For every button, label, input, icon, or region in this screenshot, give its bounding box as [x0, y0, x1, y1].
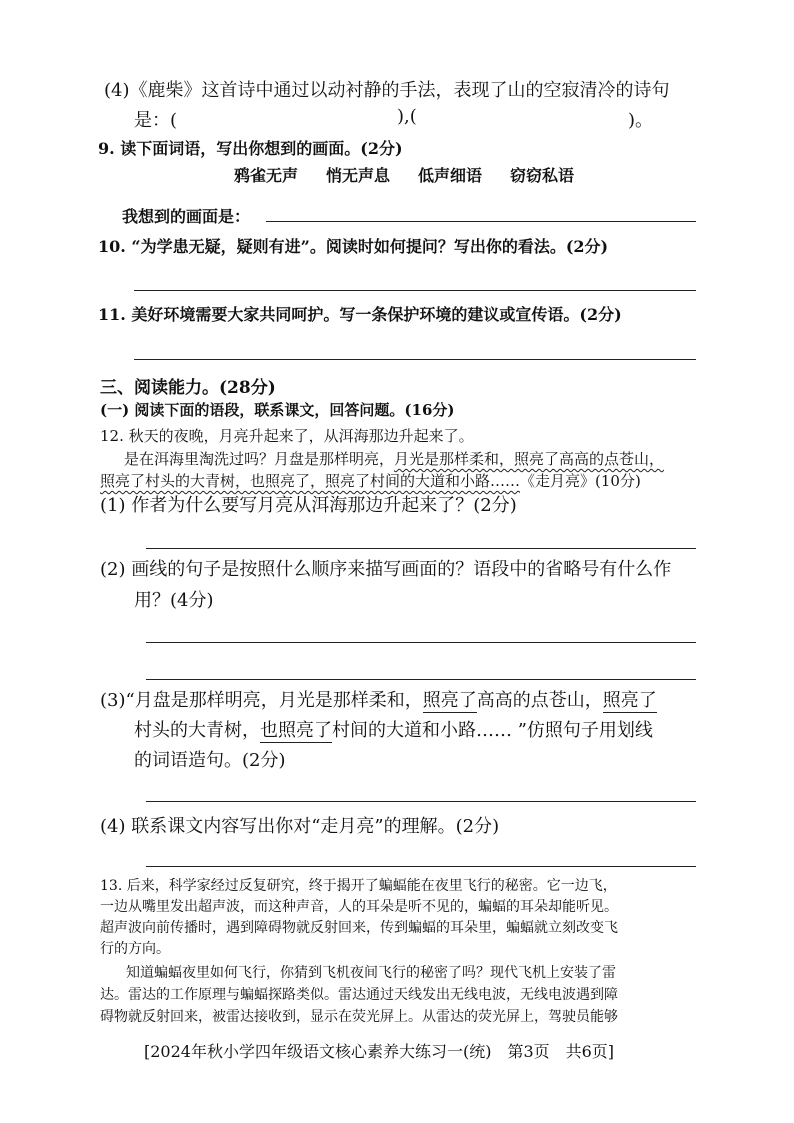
q12-sub3-answer-line[interactable] [146, 801, 696, 802]
q12-sub3-l1b: 照亮了 [422, 690, 477, 711]
q9-answer-line[interactable] [266, 221, 696, 222]
q12-sub2-line2: 用？(4分) [134, 590, 214, 611]
q9-answer-label: 我想到的画面是： [122, 207, 251, 226]
q10-prompt: 10. “为学患无疑，疑则有进”。阅读时如何提问？写出你的看法。(2分) [98, 237, 609, 256]
page-footer: [2024年秋小学四年级语文核心素养大练习一(统) 第3页 共6页] [144, 1042, 615, 1061]
q9-prompt: 9. 读下面词语，写出你想到的画面。(2分) [98, 139, 403, 158]
section3-title: 三、阅读能力。(28分) [100, 378, 276, 398]
q8-4-line2a: 是：( [134, 110, 178, 131]
q12-sub3-line3: 的词语造句。(2分) [134, 750, 286, 771]
q8-4-line2b: ),( [397, 106, 417, 127]
q13-line1: 13. 后来，科学家经过反复研究，终于揭开了蝙蝠能在夜里飞行的秘密。它一边飞， [100, 878, 617, 894]
q12-sub3-line1 [100, 686, 657, 712]
q13-line5: 知道蝙蝠夜里如何飞行，你猜到飞机夜间飞行的秘密了吗？现代飞机上安装了雷 [126, 965, 616, 981]
q12-sub3-line2 [134, 716, 653, 742]
q13-line7: 碍物就反射回来，被雷达接收到，显示在荧光屏上。从雷达的荧光屏上，驾驶员能够 [100, 1009, 618, 1025]
q13-line4: 行的方向。 [100, 941, 170, 957]
q12-sub4: (4) 联系课文内容写出你对“走月亮”的理解。(2分) [100, 816, 500, 837]
q13-line6: 达。雷达的工作原理与蝙蝠探路类似。雷达通过天线发出无线电波，无线电波遇到障 [100, 987, 618, 1003]
q12-sub3-l1a: (3)“月盘是那样明亮，月光是那样柔和， [100, 690, 423, 711]
q12-sub4-answer-line[interactable] [146, 866, 696, 867]
q9-word-1: 鸦雀无声 [234, 166, 299, 185]
q12-sub1: (1) 作者为什么要写月亮从洱海那边升起来了？(2分) [100, 495, 517, 516]
q12-passage-p2 [124, 448, 664, 469]
q12-passage-p3b: 《走月亮》(10分) [520, 472, 641, 490]
q10-answer-line[interactable] [134, 290, 696, 291]
q12-sub3-l2a: 村头的大青树， [134, 720, 260, 741]
q12-sub2-answer-line-2[interactable] [146, 679, 696, 680]
q8-4-line2c: )。 [628, 110, 654, 131]
q12-passage-p1: 12. 秋天的夜晚，月亮升起来了，从洱海那边升起来了。 [100, 427, 474, 445]
q12-sub1-answer-line[interactable] [146, 548, 696, 549]
q13-line2: 一边从嘴里发出超声波，而这种声音，人的耳朵是听不见的，蝙蝠的耳朵却能听见。 [100, 899, 618, 915]
q12-sub3-l2c: 村间的大道和小路…… ”仿照句子用划线 [332, 720, 653, 741]
section3-part1: (一) 阅读下面的语段，联系课文，回答问题。(16分) [100, 401, 455, 419]
q12-sub2-line1: (2) 画线的句子是按照什么顺序来描写画面的？语段中的省略号有什么作 [100, 559, 672, 580]
q12-passage-p3a: 照亮了村头的大青树，也照亮了，照亮了村间的大道和小路…… [100, 472, 521, 490]
q9-word-4: 窃窃私语 [510, 166, 575, 185]
q11-answer-line[interactable] [134, 359, 696, 360]
q12-passage-p3 [100, 470, 641, 491]
q13-line3: 超声波向前传播时，遇到障碍物就反射回来，传到蝙蝠的耳朵里，蝙蝠就立刻改变飞 [100, 920, 618, 936]
q12-sub3-l1d: 照亮了 [602, 690, 657, 711]
q8-4-line1: (4)《鹿柴》这首诗中通过以动衬静的手法，表现了山的空寂清冷的诗句 [104, 80, 670, 101]
q12-sub3-l1c: 高高的点苍山， [476, 690, 603, 711]
q9-word-3: 低声细语 [418, 166, 483, 185]
q12-passage-p2b: 月光是那样柔和，照亮了高高的点苍山， [394, 450, 665, 468]
q12-sub2-answer-line-1[interactable] [146, 642, 696, 643]
q9-word-2: 悄无声息 [326, 166, 391, 185]
q12-passage-p2a: 是在洱海里淘洗过吗？月盘是那样明亮， [124, 450, 395, 468]
q12-sub3-l2b: 也照亮了 [260, 720, 332, 741]
q11-prompt: 11. 美好环境需要大家共同呵护。写一条保护环境的建议或宣传语。(2分) [98, 305, 622, 324]
